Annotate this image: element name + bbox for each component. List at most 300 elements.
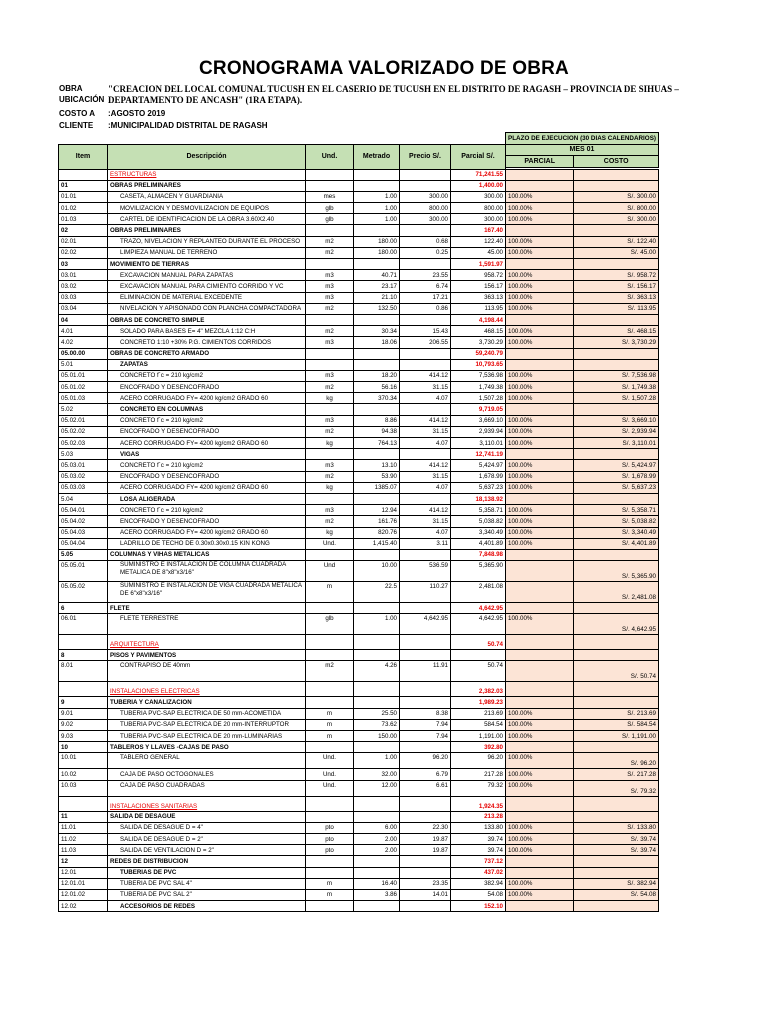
item-cell [59,682,108,697]
precio-cell: 96.20 [400,753,451,769]
metrado-cell [354,856,400,867]
cliente-label: CLIENTE [59,121,94,130]
metrado-cell [354,635,400,650]
month-parcial-cell: 100.00% [506,769,574,780]
parcial-cell: 39.74 [451,833,506,844]
table-row [59,901,659,912]
month-parcial-cell [506,169,574,180]
item-cell: 03.03 [59,292,108,303]
costo-value: :AGOSTO 2019 [108,109,166,118]
month-parcial-cell: 100.00% [506,337,574,348]
metrado-cell: 2.00 [354,845,400,856]
unit-cell: m3 [306,281,354,292]
costo-cell [574,314,659,325]
month-parcial-cell: 100.00% [506,878,574,889]
costo-cell: S/. 1,507.28 [574,393,659,404]
metrado-cell: 6.00 [354,822,400,833]
table-row [59,780,659,796]
precio-cell: 536.59 [400,561,451,582]
month-parcial-cell: 100.00% [506,822,574,833]
costo-cell [574,742,659,753]
costo-cell [574,901,659,912]
item-cell [59,635,108,650]
page-title: CRONOGRAMA VALORIZADO DE OBRA [199,58,569,79]
parcial-cell: 382.94 [451,878,506,889]
month-parcial-cell: 100.00% [506,303,574,314]
parcial-cell: 1,678.99 [451,471,506,482]
table-row [59,561,659,582]
unit-cell [306,180,354,191]
month-parcial-cell [506,348,574,359]
item-cell: 5.01 [59,359,108,370]
metrado-cell: 30.34 [354,326,400,337]
precio-cell: 414.12 [400,370,451,381]
parcial-cell: 45.00 [451,247,506,258]
unit-cell: m2 [306,516,354,527]
precio-cell [400,901,451,912]
item-cell: 12.02 [59,901,108,912]
description-cell: ZAPATAS [108,359,306,370]
description-cell: REDES DE DISTRIBUCION [108,856,306,867]
month-parcial-cell [506,225,574,236]
item-cell: 03 [59,259,108,270]
item-cell: 4.01 [59,326,108,337]
metrado-cell [354,259,400,270]
parcial-cell: 3,730.29 [451,337,506,348]
unit-cell [306,225,354,236]
table-row [59,582,659,603]
parcial-cell: 1,989.23 [451,697,506,708]
parcial-cell: 71,241.55 [451,169,506,180]
item-cell: 03.04 [59,303,108,314]
unit-cell: m3 [306,337,354,348]
costo-cell [574,259,659,270]
table-row [59,203,659,214]
unit-cell: mes [306,191,354,202]
costo-cell: S/. 39.74 [574,833,659,844]
month-parcial-cell [506,549,574,560]
table-row [59,878,659,889]
description-cell: ACCESORIOS DE REDES [108,901,306,912]
table-row [59,889,659,900]
precio-cell [400,682,451,697]
item-cell: 04 [59,314,108,325]
parcial-cell: 10,793.65 [451,359,506,370]
precio-cell [400,867,451,878]
description-cell: CONCRETO 1:10 +30% P.G. CIMIENTOS CORRIDOS [108,337,306,348]
precio-cell: 300.00 [400,191,451,202]
costo-cell: S/. 156.17 [574,281,659,292]
costo-cell [574,404,659,415]
item-cell: 5.03 [59,449,108,460]
metrado-cell [354,169,400,180]
costo-cell: S/. 133.80 [574,822,659,833]
month-parcial-cell: 100.00% [506,370,574,381]
unit-cell: kg [306,438,354,449]
description-cell: LADRILLO DE TECHO DE 0.30x0.30x0.15 KIN KONG [108,538,306,549]
month-parcial-cell: 100.00% [506,393,574,404]
metrado-cell: 2.00 [354,833,400,844]
item-cell: 12.01.02 [59,889,108,900]
unit-cell [306,635,354,650]
month-parcial-cell: 100.00% [506,214,574,225]
table-row [59,661,659,682]
unit-cell: m [306,731,354,742]
item-cell: 9 [59,697,108,708]
item-cell: 10 [59,742,108,753]
unit-cell: m3 [306,270,354,281]
unit-cell [306,856,354,867]
precio-cell [400,449,451,460]
metrado-cell: 18.06 [354,337,400,348]
unit-cell: m2 [306,326,354,337]
item-cell: 11.01 [59,822,108,833]
item-cell: 4.02 [59,337,108,348]
month-parcial-cell [506,650,574,661]
month-parcial-cell: 100.00% [506,326,574,337]
item-cell: 11 [59,811,108,822]
unit-cell [306,449,354,460]
table-row [59,719,659,730]
parcial-cell: 958.72 [451,270,506,281]
costo-cell: S/. 39.74 [574,845,659,856]
unit-cell: m [306,889,354,900]
unit-cell: glb [306,614,354,635]
parcial-cell: 468.15 [451,326,506,337]
parcial-cell: 3,110.01 [451,438,506,449]
metrado-cell: 161.76 [354,516,400,527]
month-parcial-cell: 100.00% [506,270,574,281]
item-cell: 03.02 [59,281,108,292]
description-cell: EXCAVACION MANUAL PARA CIMIENTO CORRIDO Y VC [108,281,306,292]
table-row [59,393,659,404]
item-cell: 05.03.01 [59,460,108,471]
parcial-cell: 392.80 [451,742,506,753]
parcial-cell: 5,358.71 [451,505,506,516]
precio-cell: 23.55 [400,270,451,281]
ubicacion-label: UBICACIÓN [59,95,105,104]
costo-cell [574,169,659,180]
description-cell: OBRAS PRELIMINARES [108,225,306,236]
description-cell: ENCOFRADO Y DESENCOFRADO [108,516,306,527]
precio-cell [400,404,451,415]
metrado-cell [354,697,400,708]
metrado-cell [354,449,400,460]
parcial-cell: 4,401.89 [451,538,506,549]
costo-cell [574,856,659,867]
metrado-cell: 3.86 [354,889,400,900]
table-row [59,822,659,833]
table-row [59,527,659,538]
item-cell: 5.04 [59,493,108,504]
precio-cell: 8.38 [400,708,451,719]
description-cell: LOSA ALIGERADA [108,493,306,504]
description-cell: OBRAS PRELIMINARES [108,180,306,191]
costo-cell [574,348,659,359]
precio-cell: 31.15 [400,426,451,437]
costo-cell [574,225,659,236]
month-parcial-cell: 100.00% [506,382,574,393]
month-parcial-cell [506,314,574,325]
costo-cell [574,449,659,460]
item-cell: 05.05.02 [59,582,108,603]
month-parcial-cell [506,359,574,370]
item-cell: 8.01 [59,661,108,682]
parcial-cell: 3,340.49 [451,527,506,538]
obra-value-line1: "CREACION DEL LOCAL COMUNAL TUCUSH EN EL CASERIO DE TUCUSH EN EL DISTRITO DE RAGASH – PROVINCIA DE SIHUAS – [108,84,679,94]
parcial-cell: 5,637.23 [451,482,506,493]
description-cell: CONCRETO f`c = 210 kg/cm2 [108,415,306,426]
unit-cell [306,697,354,708]
table-row [59,635,659,650]
metrado-cell: 764.13 [354,438,400,449]
costo-cell [574,180,659,191]
plazo-header: PLAZO DE EJECUCION (30 DIAS CALENDARIOS) [506,133,659,145]
parcial-cell: 1,191.00 [451,731,506,742]
month-parcial-cell: 100.00% [506,708,574,719]
parcial-cell: 96.20 [451,753,506,769]
month-parcial-cell: 100.00% [506,527,574,538]
month-parcial-cell: 100.00% [506,719,574,730]
item-cell: 05.04.02 [59,516,108,527]
precio-cell: 15.43 [400,326,451,337]
precio-cell: 110.27 [400,582,451,603]
month-parcial-cell [506,796,574,811]
unit-cell: m3 [306,505,354,516]
precio-cell: 7.94 [400,719,451,730]
description-cell: ENCOFRADO Y DESENCOFRADO [108,382,306,393]
unit-cell: kg [306,482,354,493]
item-cell: 5.02 [59,404,108,415]
precio-cell: 800.00 [400,203,451,214]
costo-cell [574,697,659,708]
unit-cell: Und. [306,780,354,796]
costo-cell: S/. 468.15 [574,326,659,337]
description-cell: SUMINISTRO E INSTALACION DE COLUMNA CUADRADA METALICA DE 8"x8"x3/16" [108,561,306,582]
costo-cell: S/. 300.00 [574,214,659,225]
metrado-cell: 1.00 [354,214,400,225]
month-parcial-cell [506,697,574,708]
item-header: Item [59,144,108,169]
description-cell: CONTRAPISO DE 40mm [108,661,306,682]
costo-cell: S/. 213.69 [574,708,659,719]
costo-cell: S/. 45.00 [574,247,659,258]
table-row [59,236,659,247]
parcial-cell: 363.13 [451,292,506,303]
item-cell: 05.01.02 [59,382,108,393]
schedule-table [58,132,659,912]
metrado-cell [354,549,400,560]
precio-cell [400,549,451,560]
month-parcial-cell: 100.00% [506,191,574,202]
schedule-body [59,169,659,912]
precio-cell: 23.35 [400,878,451,889]
costo-cell [574,603,659,614]
unit-cell: Und. [306,753,354,769]
description-cell: ACERO CORRUGADO FY= 4200 kg/cm2 GRADO 60 [108,482,306,493]
metrado-cell [354,867,400,878]
metrado-cell [354,359,400,370]
unit-cell [306,493,354,504]
metrado-cell: 1.00 [354,614,400,635]
parcial-cell: 1,400.00 [451,180,506,191]
description-cell: CAJA DE PASO CUADRADAS [108,780,306,796]
unit-cell [306,867,354,878]
unit-cell: glb [306,214,354,225]
metrado-cell: 8.86 [354,415,400,426]
unit-cell: pto [306,822,354,833]
table-row [59,438,659,449]
parcial-cell: 4,642.95 [451,614,506,635]
precio-cell: 7.94 [400,731,451,742]
unit-cell [306,549,354,560]
metrado-cell: 370.34 [354,393,400,404]
precio-cell [400,348,451,359]
unit-cell: m3 [306,415,354,426]
month-parcial-cell [506,867,574,878]
item-cell: 9.03 [59,731,108,742]
table-row [59,811,659,822]
parcial-cell: 1,507.28 [451,393,506,404]
costo-cell: S/. 5,424.97 [574,460,659,471]
parcial-cell: 50.74 [451,635,506,650]
unit-cell: kg [306,527,354,538]
metrado-cell [354,796,400,811]
parcial-cell: 1,591.97 [451,259,506,270]
table-row [59,292,659,303]
month-parcial-cell: 100.00% [506,614,574,635]
costo-cell: S/. 3,669.10 [574,415,659,426]
item-cell: 05.04.03 [59,527,108,538]
precio-cell [400,493,451,504]
unit-cell [306,314,354,325]
precio-cell: 6.79 [400,769,451,780]
parcial-cell: 213.28 [451,811,506,822]
parcial-cell: 7,536.98 [451,370,506,381]
unit-cell [306,359,354,370]
metrado-cell [354,682,400,697]
metrado-cell: 22.5 [354,582,400,603]
item-cell: 01.01 [59,191,108,202]
parcial-cell: 5,038.82 [451,516,506,527]
parcial-cell: 300.00 [451,214,506,225]
costo-cell: S/. 79.32 [574,780,659,796]
metrado-cell [354,180,400,191]
description-cell: ARQUITECTURA [108,635,306,650]
unit-cell: m [306,708,354,719]
description-cell: FLETE TERRESTRE [108,614,306,635]
metrado-cell: 56.16 [354,382,400,393]
month-parcial-cell [506,449,574,460]
item-cell: 05.04.04 [59,538,108,549]
table-row [59,682,659,697]
month-parcial-cell: 100.00% [506,845,574,856]
parcial-cell: 4,642.95 [451,603,506,614]
unit-cell: Und. [306,769,354,780]
precio-cell: 0.86 [400,303,451,314]
item-cell: 11.02 [59,833,108,844]
parcial-cell: 167.40 [451,225,506,236]
table-row [59,270,659,281]
mes-parcial-header: PARCIAL [506,155,574,168]
metrado-cell: 18.20 [354,370,400,381]
metrado-cell: 13.10 [354,460,400,471]
description-cell: CONCRETO f`c = 210 kg/cm2 [108,460,306,471]
unit-cell [306,348,354,359]
parcial-cell: 113.95 [451,303,506,314]
costo-cell: S/. 3,110.01 [574,438,659,449]
month-parcial-cell: 100.00% [506,281,574,292]
description-cell: INSTALACIONES SANITARIAS [108,796,306,811]
item-cell: 05.00.00 [59,348,108,359]
costo-cell: S/. 363.13 [574,292,659,303]
precio-cell: 31.15 [400,382,451,393]
metrado-cell: 32.00 [354,769,400,780]
month-parcial-cell: 100.00% [506,415,574,426]
parcial-cell: 437.02 [451,867,506,878]
month-parcial-cell [506,404,574,415]
metrado-cell: 40.71 [354,270,400,281]
parcial-cell: 59,240.79 [451,348,506,359]
parcial-cell: 156.17 [451,281,506,292]
precio-cell: 4.07 [400,393,451,404]
month-parcial-cell: 100.00% [506,505,574,516]
costo-cell: S/. 7,536.98 [574,370,659,381]
metrado-cell [354,314,400,325]
precio-cell: 11.91 [400,661,451,682]
description-cell: LIMPIEZA MANUAL DE TERRENO [108,247,306,258]
metrado-cell: 73.62 [354,719,400,730]
precio-cell: 22.30 [400,822,451,833]
metrado-cell: 12.00 [354,780,400,796]
unit-cell: m3 [306,292,354,303]
costo-cell: S/. 3,730.29 [574,337,659,348]
table-row [59,460,659,471]
description-cell: CARTEL DE IDENTIFICACION DE LA OBRA 3.60X2.40 [108,214,306,225]
unit-cell [306,682,354,697]
item-cell: 10.01 [59,753,108,769]
precio-cell [400,314,451,325]
item-cell: 02.02 [59,247,108,258]
parcial-cell: 50.74 [451,661,506,682]
description-cell: MOVIMIENTO DE TIERRAS [108,259,306,270]
metrado-cell: 1385.07 [354,482,400,493]
obra-value-line2: DEPARTAMENTO DE ANCASH" (1RA ETAPA). [108,95,303,105]
costo-cell: S/. 4,401.89 [574,538,659,549]
parcial-cell: 122.40 [451,236,506,247]
month-parcial-cell [506,682,574,697]
item-cell: 5.05 [59,549,108,560]
parcial-cell: 152.10 [451,901,506,912]
table-row [59,856,659,867]
costo-cell: S/. 5,637.23 [574,482,659,493]
parcial-cell: 2,481.08 [451,582,506,603]
parcial-cell: 213.69 [451,708,506,719]
costo-cell: S/. 96.20 [574,753,659,769]
item-cell: 02 [59,225,108,236]
unit-cell: m2 [306,661,354,682]
table-row [59,731,659,742]
unit-cell: m2 [306,303,354,314]
item-cell [59,796,108,811]
unit-cell [306,796,354,811]
precio-cell: 206.55 [400,337,451,348]
costo-cell [574,682,659,697]
table-row [59,247,659,258]
costo-cell [574,635,659,650]
precio-header: Precio S/. [400,144,451,169]
costo-cell: S/. 50.74 [574,661,659,682]
